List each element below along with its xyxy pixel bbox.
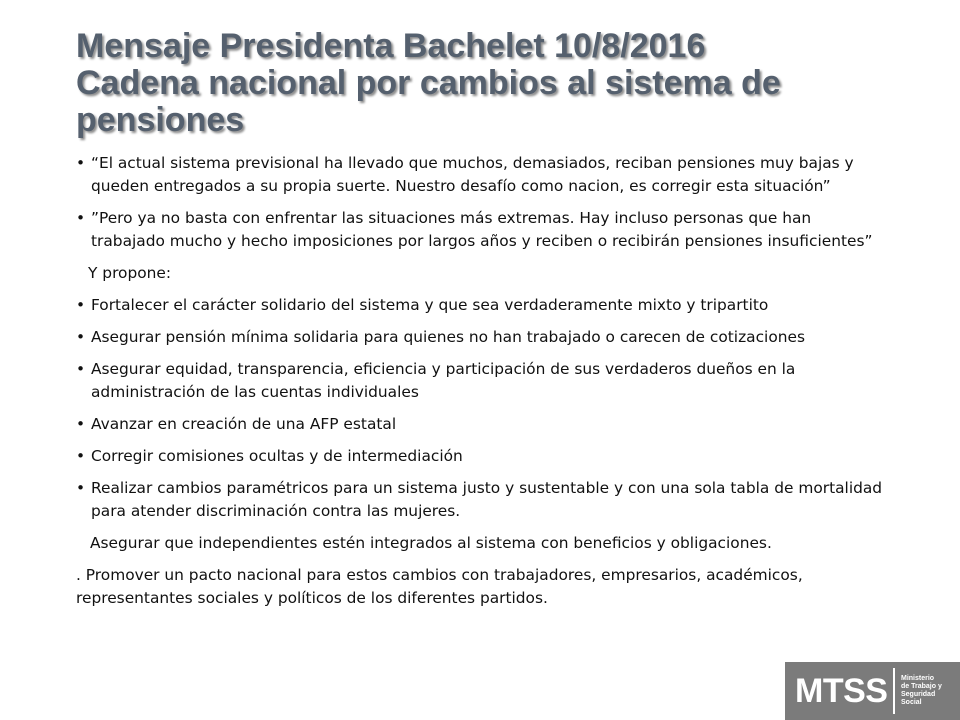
mtss-logo-acronym: MTSS [795,671,888,710]
bullet-pension-minima: • Asegurar pensión mínima solidaria para quienes no han trabajado o carecen de cotizaciones [76,326,886,349]
slide-body [76,152,886,619]
mtss-logo [785,662,960,720]
propone-label: Y propone: [88,264,172,282]
bullet-afp-estatal: • Avanzar en creación de una AFP estatal [76,413,886,436]
bullet-equidad: • Asegurar equidad, transparencia, eficiencia y participación de sus verdaderos dueños en la administración de las cuentas individuales [76,358,886,404]
mtss-logo-line-1: Ministerio [901,675,935,682]
paragraph-independientes: Asegurar que independientes estén integrados al sistema con beneficios y obligaciones. [90,534,772,552]
slide-title-line-1: Mensaje Presidenta Bachelet 10/8/2016 [76,27,706,65]
bullet-quote-2: • ”Pero ya no basta con enfrentar las situaciones más extremas. Hay incluso personas que han trabajado mucho y hecho imposiciones por largos años y reciben o recibirán pensiones insuficientes” [76,207,886,253]
bullet-comisiones: • Corregir comisiones ocultas y de intermediación [76,445,886,468]
mtss-logo-divider [893,668,895,714]
bullet-parametricos: • Realizar cambios paramétricos para un sistema justo y sustentable y con una sola tabla de mortalidad para atender discriminación contra las mujeres. [76,477,886,523]
bullet-quote-1: • “El actual sistema previsional ha llevado que muchos, demasiados, reciban pensiones muy bajas y queden entregados a su propia suerte. Nuestro desafío como nacion, es corregir esta situación” [76,152,886,198]
mtss-logo-line-2: de Trabajo y [901,683,942,690]
mtss-logo-ministry [901,675,942,707]
mtss-logo-line-4: Social [901,699,922,706]
bullet-solidario: • Fortalecer el carácter solidario del sistema y que sea verdaderamente mixto y tripartito [76,294,886,317]
slide-title-line-2: Cadena nacional por cambios al sistema de [76,64,781,102]
paragraph-pacto-nacional: . Promover un pacto nacional para estos cambios con trabajadores, empresarios, académicos, representantes sociales y políticos de los diferentes partidos. [76,566,803,607]
slide-title-line-3: pensiones [76,101,245,139]
slide-title [76,28,936,139]
mtss-logo-line-3: Seguridad [901,691,936,698]
